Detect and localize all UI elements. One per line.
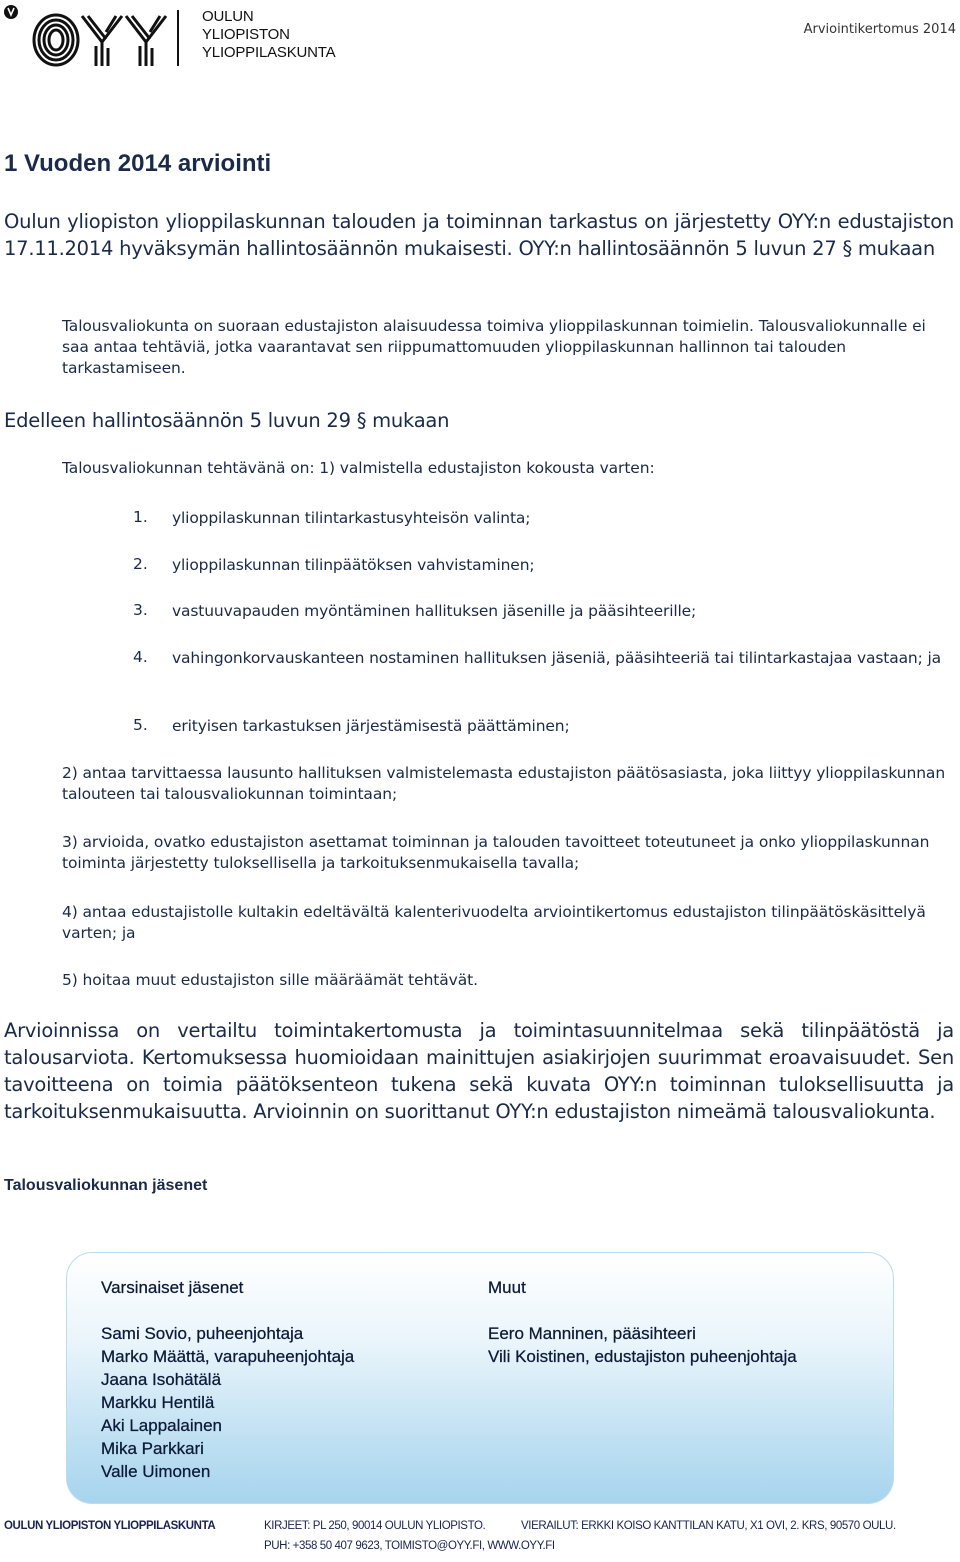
oyy-logo-graphic — [2, 2, 180, 68]
list-item: ylioppilaskunnan tilintarkastusyhteisön valinta; — [172, 509, 531, 527]
member-name: Aki Lappalainen — [101, 1416, 222, 1435]
footer-visit: VIERAILUT: ERKKI KOISO KANTTILAN KATU, X1 OVI, 2. KRS, 90570 OULU. — [521, 1520, 896, 1532]
list-item: erityisen tarkastuksen järjestämisestä päättäminen; — [172, 717, 570, 735]
quote-27: Talousvaliokunta on suoraan edustajiston alaisuudessa toimiva ylioppilaskunnan toimielin. Talousvaliokunnalle ei saa antaa tehtäviä, jotka vaarantavat sen riippumattomuuden ylioppilaskunnan hallinnon tai talouden tarkastamiseen. — [62, 317, 926, 377]
member-name: Markku Hentilä — [101, 1393, 215, 1412]
list-number: 2. — [133, 555, 148, 573]
oyy-logo — [2, 2, 180, 68]
member-name: Mika Parkkari — [101, 1439, 204, 1458]
list-number: 3. — [133, 601, 148, 619]
list-number: 5. — [133, 716, 148, 734]
duty-2: 2) antaa tarvittaessa lausunto hallituksen valmistelemasta edustajiston päätösasiasta, joka liittyy ylioppilaskunnan talouteen tai talousvaliokunnan toimintaan; — [62, 764, 946, 803]
member-name: Valle Uimonen — [101, 1462, 211, 1481]
other-members-list — [488, 1322, 797, 1368]
member-name: Eero Manninen, pääsihteeri — [488, 1324, 696, 1343]
list-number: 4. — [133, 648, 148, 666]
footer-org: OULUN YLIOPISTON YLIOPPILASKUNTA — [4, 1520, 216, 1532]
section-title: 1 Vuoden 2014 arviointi — [4, 150, 272, 177]
list-item: vastuuvapauden myöntäminen hallituksen jäsenille ja pääsihteerille; — [172, 602, 697, 620]
duty-4: 4) antaa edustajistolle kultakin edeltävältä kalenterivuodelta arviointikertomus edustajiston tilinpäätöskäsittelyä varten; ja — [62, 903, 926, 942]
duty-5: 5) hoitaa muut edustajiston sille määräämät tehtävät. — [62, 971, 478, 989]
member-name: Marko Määttä, varapuheenjohtaja — [101, 1347, 355, 1366]
footer-mail: KIRJEET: PL 250, 90014 OULUN YLIOPISTO. — [264, 1520, 486, 1532]
list-number: 1. — [133, 508, 148, 526]
duties-intro: Talousvaliokunnan tehtävänä on: 1) valmistella edustajiston kokousta varten: — [62, 459, 655, 477]
logo-line-3: YLIOPPILASKUNTA — [202, 44, 336, 61]
other-members-heading: Muut — [488, 1278, 526, 1297]
logo-line-2: YLIOPISTON — [202, 26, 290, 43]
member-name: Sami Sovio, puheenjohtaja — [101, 1324, 304, 1343]
duty-3: 3) arvioida, ovatko edustajiston asettamat toiminnan ja talouden tavoitteet toteutuneet ja onko ylioppilaskunnan toiminta järjestetty tuloksellisella ja tarkoituksenmukaisella tavalla; — [62, 833, 930, 872]
regular-members-list — [101, 1322, 354, 1483]
member-name: Vili Koistinen, edustajiston puheenjohtaja — [488, 1347, 797, 1366]
member-name: Jaana Isohätälä — [101, 1370, 222, 1389]
regular-members-heading: Varsinaiset jäsenet — [101, 1278, 244, 1297]
logo-line-1: OULUN — [202, 8, 254, 25]
members-heading: Talousvaliokunnan jäsenet — [4, 1177, 208, 1194]
intro-paragraph: Oulun yliopiston ylioppilaskunnan talouden ja toiminnan tarkastus on järjestetty OYY:n edustajiston 17.11.2014 hyväksymän hallintosäännön mukaisesti. OYY:n hallintosäännön 5 luvun 27 § mukaan — [4, 210, 954, 260]
list-item: ylioppilaskunnan tilinpäätöksen vahvistaminen; — [172, 556, 535, 574]
members-box — [66, 1252, 894, 1504]
logo-text — [202, 8, 335, 62]
footer-contact: PUH: +358 50 407 9623, TOIMISTO@OYY.FI, WWW.OYY.FI — [264, 1540, 555, 1552]
report-title: Arviointikertomus 2014 — [803, 22, 956, 37]
subheading-29: Edelleen hallintosäännön 5 luvun 29 § mukaan — [4, 409, 450, 432]
list-item: vahingonkorvauskanteen nostaminen hallituksen jäseniä, pääsihteeriä tai tilintarkastajaa vastaan; ja — [172, 649, 941, 667]
summary-paragraph: Arvioinnissa on vertailtu toimintakertomusta ja toimintasuunnitelmaa sekä tilinpäätöstä ja talousarviota. Kertomuksessa huomioidaan mainittujen asiakirjojen suurimmat eroavaisuudet. Sen tavoitteena on toimia päätöksenteon tukena sekä kuvata OYY:n toiminnan tuloksellisuutta ja tarkoituksenmukaisuutta. Arvioinnin on suorittanut OYY:n edustajiston nimeämä talousvaliokunta. — [4, 1019, 954, 1123]
